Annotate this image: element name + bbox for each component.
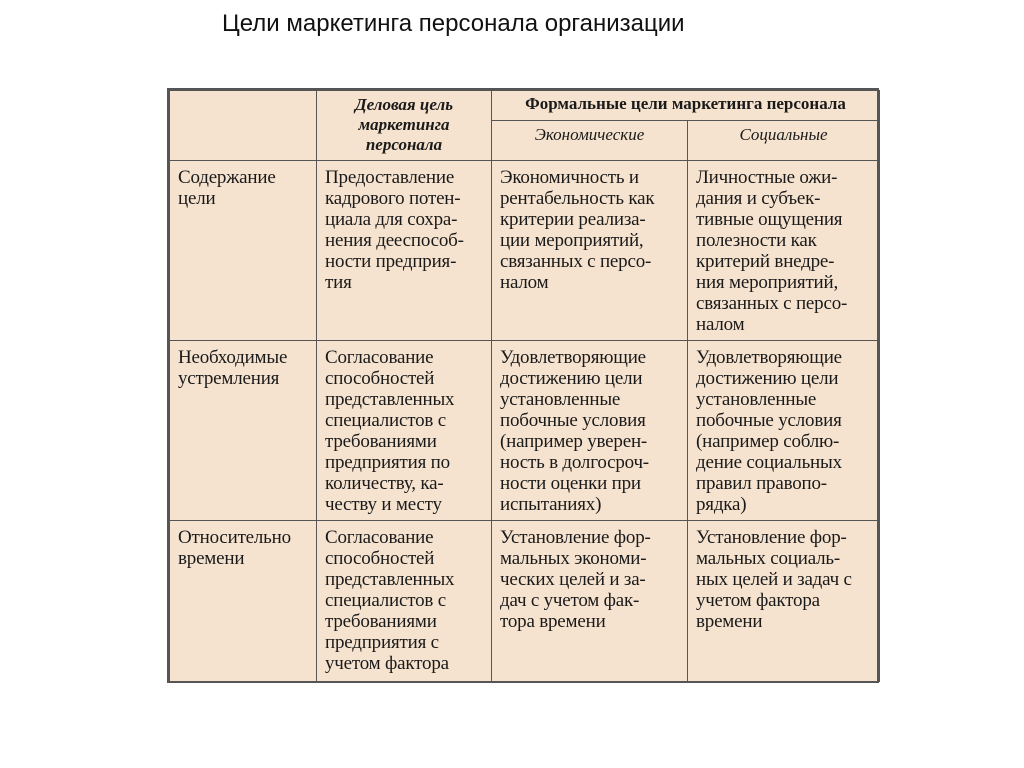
- social-cell: [688, 521, 880, 682]
- header-social: [688, 121, 880, 161]
- social-text: Установление фор- мальных социаль- ных целей и задач с учетом фактора времени: [696, 527, 852, 632]
- page-title: Цели маркетинга персонала организации: [222, 10, 685, 37]
- business-text: Согласование способностей представленных специалистов с требованиями предприятия по количеству, ка- честву и месту: [325, 347, 455, 515]
- economic-cell: [492, 161, 688, 341]
- goals-table-grid: [169, 90, 880, 682]
- social-text: Личностные ожи- дания и субъек- тивные ощущения полезности как критерий внедре- ния мероприятий, связанных с персо- налом: [696, 167, 848, 335]
- economic-cell: [492, 341, 688, 521]
- goals-table: [167, 88, 879, 683]
- economic-cell: [492, 521, 688, 682]
- header-formal-goals-text: Формальные цели маркетинга персонала: [525, 94, 846, 113]
- header-row-top: [170, 91, 880, 121]
- row-label: Содержание цели: [178, 167, 276, 209]
- row-label: Относительно времени: [178, 527, 291, 569]
- business-cell: [317, 521, 492, 682]
- header-empty-cell: [170, 91, 317, 161]
- header-business-goal-text: Деловая цель маркетинга персонала: [354, 95, 453, 154]
- economic-text: Экономичность и рентабельность как критерии реализа- ции мероприятий, связанных с персо- налом: [500, 167, 655, 293]
- header-business-goal: [317, 91, 492, 161]
- business-text: Согласование способностей представленных специалистов с требованиями предприятия с учетом фактора: [325, 527, 455, 674]
- header-social-text: Социальные: [739, 125, 828, 144]
- economic-text: Установление фор- мальных экономи- ческих целей и за- дач с учетом фак- тора времени: [500, 527, 651, 632]
- row-label-cell: [170, 521, 317, 682]
- business-cell: [317, 341, 492, 521]
- row-label-cell: [170, 341, 317, 521]
- header-economic: [492, 121, 688, 161]
- economic-text: Удовлетворяющие достижению цели установленные побочные условия (например уверен- ность в долгосроч- ности оценки при испытаниях): [500, 347, 649, 515]
- business-cell: [317, 161, 492, 341]
- header-economic-text: Экономические: [534, 125, 645, 144]
- row-label: Необходимые устремления: [178, 347, 288, 389]
- social-cell: [688, 161, 880, 341]
- table-row: [170, 521, 880, 682]
- header-formal-goals: [492, 91, 880, 121]
- social-text: Удовлетворяющие достижению цели установленные побочные условия (например соблю- дение социальных правил правопо- рядка): [696, 347, 842, 515]
- business-text: Предоставление кадрового потен- циала для сохра- нения дееспособ- ности предприя- тия: [325, 167, 464, 293]
- social-cell: [688, 341, 880, 521]
- table-row: [170, 341, 880, 521]
- table-row: [170, 161, 880, 341]
- row-label-cell: [170, 161, 317, 341]
